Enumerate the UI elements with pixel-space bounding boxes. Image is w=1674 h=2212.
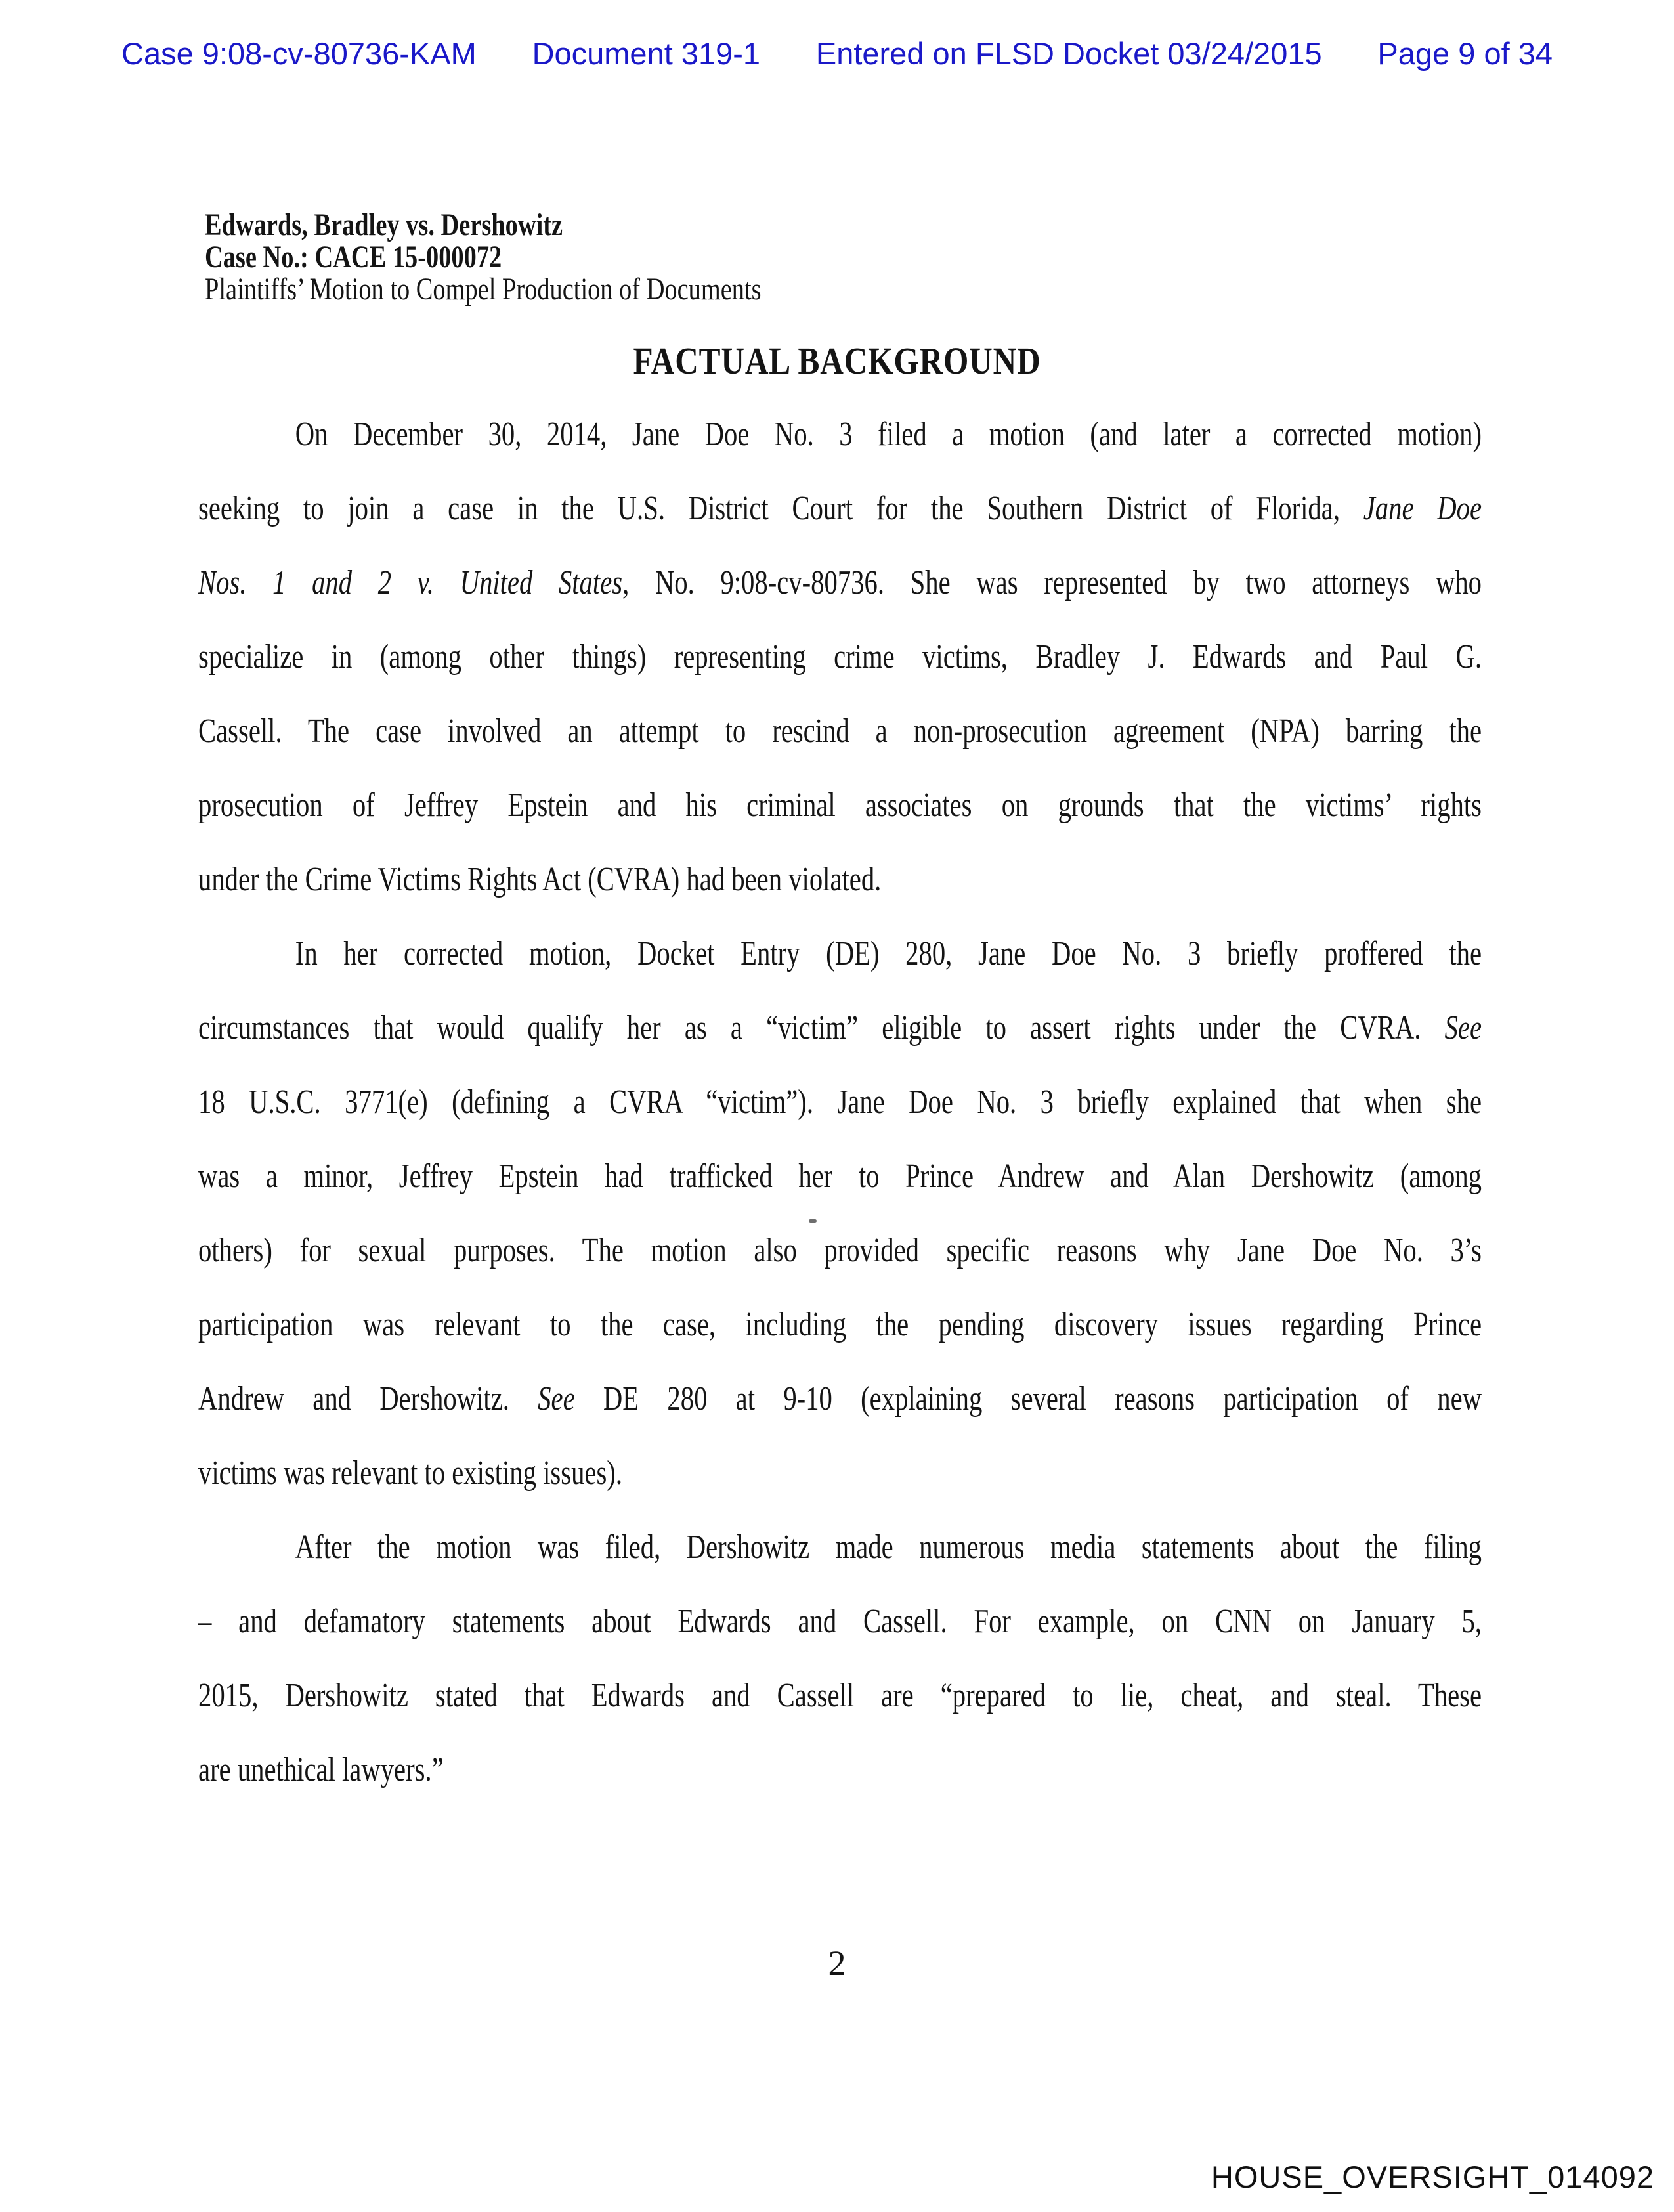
body-segment: prosecution of Jeffrey Epstein and his criminal associates on grounds that the victims’ rights xyxy=(198,787,1482,824)
body-segment-italic: See xyxy=(1444,1009,1482,1047)
body-line xyxy=(198,1659,1482,1733)
body-line xyxy=(198,546,1482,620)
body-line xyxy=(198,842,1482,917)
body-segment: 18 U.S.C. 3771(e) (defining a CVRA “victim”). Jane Doe No. 3 briefly explained that when she xyxy=(198,1083,1482,1121)
body-line xyxy=(198,1436,1482,1510)
body-line xyxy=(198,1213,1482,1288)
body-line xyxy=(198,1362,1482,1436)
body-segment: participation was relevant to the case, including the pending discovery issues regarding Prince xyxy=(198,1306,1482,1343)
body-line xyxy=(198,1139,1482,1213)
body-segment: DE 280 at 9-10 (explaining several reasons participation of new xyxy=(574,1380,1482,1418)
caption-case-number: Case No.: CACE 15-000072 xyxy=(205,240,502,274)
body-segment: circumstances that would qualify her as a “victim” eligible to assert rights under the CVRA. xyxy=(198,1009,1445,1047)
body-segment: 2015, Dershowitz stated that Edwards and Cassell are “prepared to lie, cheat, and steal. These xyxy=(198,1677,1482,1714)
body-segment: After the motion was filed, Dershowitz made numerous media statements about the filing xyxy=(295,1529,1482,1566)
body-line xyxy=(198,1510,1482,1584)
body-segment: was a minor, Jeffrey Epstein had trafficked her to Prince Andrew and Alan Dershowitz (among xyxy=(198,1158,1482,1195)
body-line xyxy=(198,1584,1482,1659)
body-line xyxy=(198,768,1482,842)
header-case-number: Case 9:08-cv-80736-KAM xyxy=(121,36,477,71)
caption-motion-title: Plaintiffs’ Motion to Compel Production of Documents xyxy=(205,272,762,307)
body-segment-italic: Nos. 1 and 2 v. United States xyxy=(198,564,623,601)
body-segment: seeking to join a case in the U.S. District Court for the Southern District of Florida, xyxy=(198,490,1363,527)
body-line xyxy=(198,1065,1482,1139)
body-line xyxy=(198,397,1482,471)
section-heading: FACTUAL BACKGROUND xyxy=(633,339,1041,382)
bates-number: HOUSE_OVERSIGHT_014092 xyxy=(1211,2159,1654,2194)
body-segment: under the Crime Victims Rights Act (CVRA) had been violated. xyxy=(198,861,882,898)
body-line xyxy=(198,1733,1482,1807)
body-line xyxy=(198,694,1482,768)
body-segment: Cassell. The case involved an attempt to rescind a non-prosecution agreement (NPA) barring the xyxy=(198,712,1482,750)
body-segment: victims was relevant to existing issues). xyxy=(198,1454,623,1492)
body-segment: , No. 9:08-cv-80736. She was represented by two attorneys who xyxy=(622,564,1482,601)
body-line xyxy=(198,917,1482,991)
page-number: 2 xyxy=(828,1943,846,1983)
header-docket-entry: Entered on FLSD Docket 03/24/2015 xyxy=(815,36,1322,71)
body-line xyxy=(198,471,1482,546)
caption-parties: Edwards, Bradley vs. Dershowitz xyxy=(205,207,563,242)
body-segment: are unethical lawyers.” xyxy=(198,1751,444,1789)
scan-artifact xyxy=(809,1219,817,1223)
body-segment: Andrew and Dershowitz. xyxy=(198,1380,538,1418)
court-header xyxy=(121,37,1553,71)
body-segment: others) for sexual purposes. The motion also provided specific reasons why Jane Doe No. 3’s xyxy=(198,1232,1482,1269)
body-segment: specialize in (among other things) representing crime victims, Bradley J. Edwards and Paul G. xyxy=(198,638,1482,676)
body-line xyxy=(198,620,1482,694)
case-caption xyxy=(205,209,1045,305)
body-segment-italic: See xyxy=(538,1380,575,1418)
body-text xyxy=(198,397,1482,1807)
body-line xyxy=(198,1288,1482,1362)
body-segment-italic: Jane Doe xyxy=(1363,490,1482,527)
body-segment: On December 30, 2014, Jane Doe No. 3 filed a motion (and later a corrected motion) xyxy=(295,416,1482,453)
header-page-indicator: Page 9 of 34 xyxy=(1377,36,1553,71)
body-segment: In her corrected motion, Docket Entry (DE) 280, Jane Doe No. 3 briefly proffered the xyxy=(295,935,1482,972)
header-document-number: Document 319-1 xyxy=(532,36,761,71)
body-segment: – and defamatory statements about Edwards and Cassell. For example, on CNN on January 5, xyxy=(198,1603,1482,1640)
body-line xyxy=(198,991,1482,1065)
